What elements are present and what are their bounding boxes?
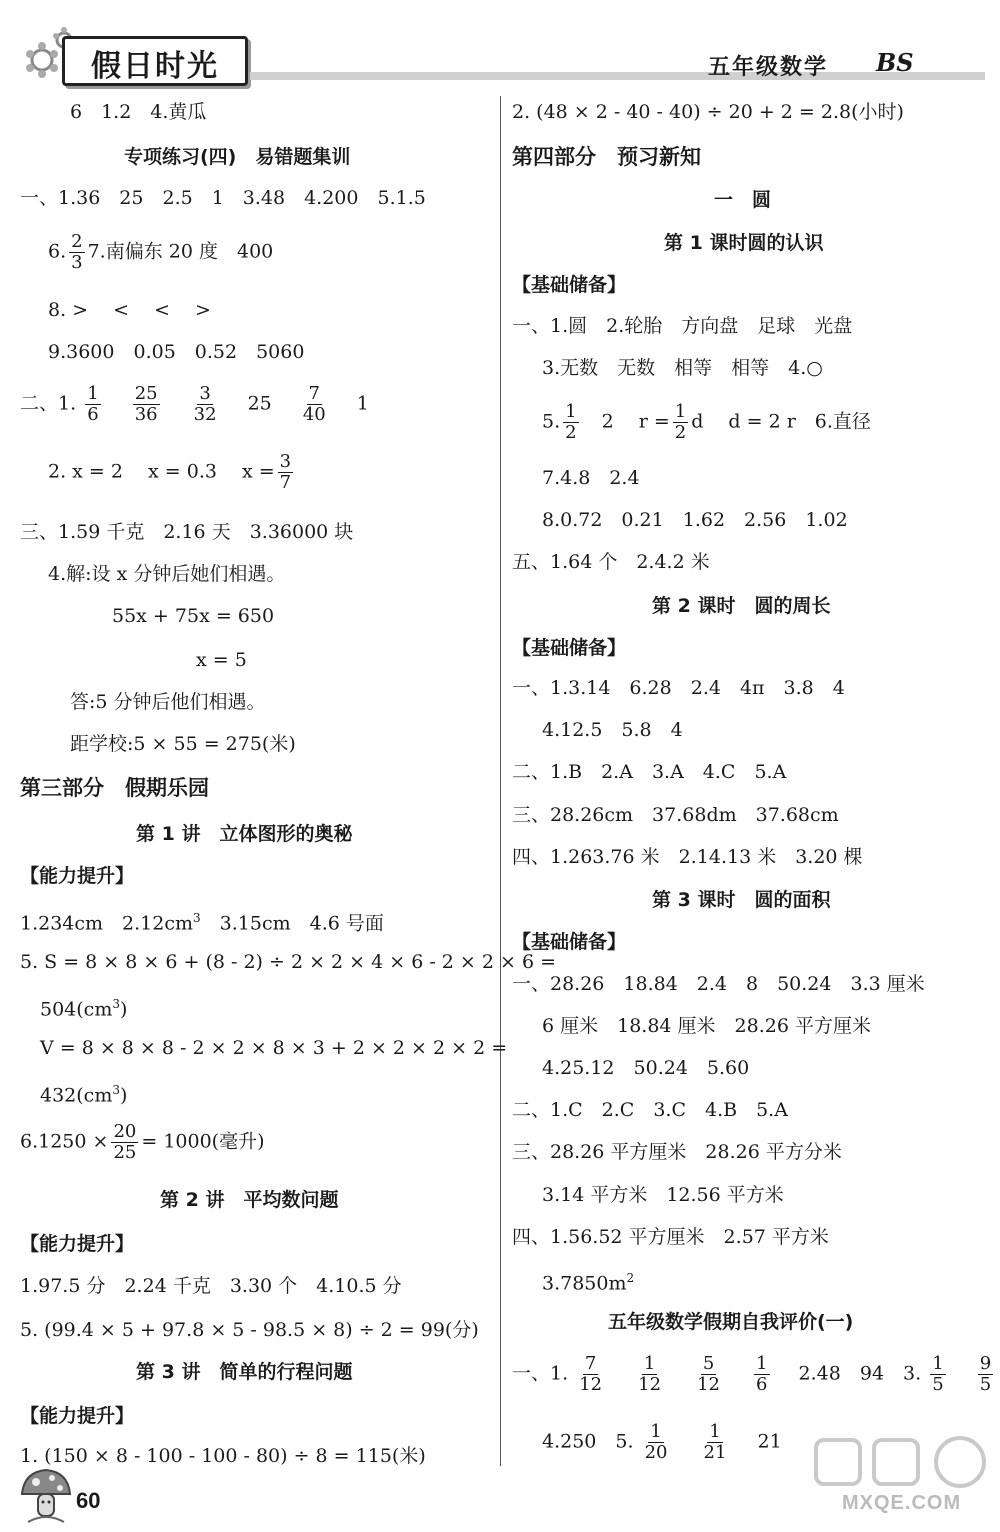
text: 3.15cm 4.6 号面 <box>200 912 384 935</box>
equation <box>20 1122 265 1163</box>
text-line: 8.0.72 0.21 1.62 2.56 1.02 <box>542 509 848 531</box>
text-line: 一、1.3.14 6.28 2.4 4π 3.8 4 <box>512 677 845 699</box>
superscript: 3 <box>193 911 201 925</box>
text-line: 8. > < < > <box>48 299 211 321</box>
text: 7.南偏东 20 度 400 <box>87 240 274 263</box>
text: 1.234cm 2.12cm <box>20 912 194 935</box>
text-line: 一、1.圆 2.轮胎 方向盘 足球 光盘 <box>512 315 853 337</box>
subsection-title: 【基础储备】 <box>512 637 627 659</box>
text-line: 4.解:设 x 分钟后她们相遇。 <box>48 563 286 585</box>
fraction <box>695 1354 722 1395</box>
text: 21 <box>757 1430 782 1453</box>
text-line <box>542 1266 634 1295</box>
text-line: 9.3600 0.05 0.52 5060 <box>48 341 305 363</box>
denominator: 32 <box>193 404 217 425</box>
fraction <box>69 232 84 273</box>
text: 二、1. <box>20 392 77 415</box>
equation: 55x + 75x = 650 <box>112 605 275 627</box>
numerator: 3 <box>279 451 292 472</box>
text-line: 四、1.263.76 米 2.14.13 米 3.20 棵 <box>512 846 863 868</box>
fraction <box>133 384 160 425</box>
mushroom-icon <box>18 1466 74 1526</box>
fraction <box>563 402 578 443</box>
denominator: 6 <box>87 404 99 425</box>
equation: V = 8 × 8 × 8 - 2 × 2 × 8 × 3 + 2 × 2 × 2 × 2 = <box>40 1037 508 1059</box>
text-line: 3.14 平方米 12.56 平方米 <box>542 1184 784 1206</box>
fraction <box>301 384 328 425</box>
superscript: 3 <box>112 1083 120 1097</box>
numerator: 1 <box>643 1353 656 1374</box>
numerator: 1 <box>932 1353 944 1374</box>
text: 504(cm <box>40 998 113 1021</box>
numerator: 7 <box>308 383 320 404</box>
text: 一、1. <box>512 1362 569 1385</box>
grade-subject: 五年级数学 <box>708 55 829 80</box>
header-logo <box>62 36 248 86</box>
text: 4.250 5. <box>542 1430 634 1453</box>
equation: 5. S = 8 × 8 × 6 + (8 - 2) ÷ 2 × 2 × 4 × 6 - 2 × 2 × 6 = <box>20 951 557 973</box>
fraction <box>636 1354 663 1395</box>
text-line: 答:5 分钟后他们相遇。 <box>70 691 266 713</box>
denominator: 12 <box>638 1374 662 1395</box>
subsection-title: 【能力提升】 <box>20 1233 135 1255</box>
section-title: 第 3 讲 简单的行程问题 <box>136 1361 353 1383</box>
equation: 1. (150 × 8 - 100 - 100 - 80) ÷ 8 = 115(米) <box>20 1445 426 1467</box>
text-line: 一、1.36 25 2.5 1 3.48 4.200 5.1.5 <box>20 187 426 209</box>
numerator: 20 <box>113 1121 137 1142</box>
denominator: 12 <box>579 1374 603 1395</box>
text-line: 三、1.59 千克 2.16 天 3.36000 块 <box>20 521 354 543</box>
text: d d = 2 r 6.直径 <box>691 410 871 433</box>
header-rule <box>250 72 985 80</box>
part-title: 第四部分 预习新知 <box>512 145 701 169</box>
text-line: 3.无数 无数 相等 相等 4.○ <box>542 357 823 379</box>
text-line: 4.25.12 50.24 5.60 <box>542 1057 750 1079</box>
text: ) <box>119 1084 128 1107</box>
subsection-title: 【基础储备】 <box>512 931 627 953</box>
text-line <box>48 452 296 493</box>
denominator: 21 <box>703 1442 727 1463</box>
equation: x = 5 <box>196 649 247 671</box>
denominator: 2 <box>674 422 687 443</box>
denominator: 5 <box>932 1374 944 1395</box>
section-title: 第 1 课时圆的认识 <box>664 232 824 254</box>
section-title: 第 2 讲 平均数问题 <box>160 1189 339 1211</box>
numerator: 25 <box>134 383 158 404</box>
numerator: 1 <box>756 1353 768 1374</box>
fraction <box>978 1354 993 1395</box>
superscript: 2 <box>626 1271 635 1285</box>
numerator: 9 <box>979 1353 992 1374</box>
text-line: 1.97.5 分 2.24 千克 3.30 个 4.10.5 分 <box>20 1275 402 1297</box>
text: 2. x = 2 x = 0.3 x = <box>48 460 275 483</box>
text: 6. <box>48 240 67 263</box>
text-line: 4.12.5 5.8 4 <box>542 719 683 741</box>
numerator: 1 <box>87 383 99 404</box>
equation: 5. (99.4 × 5 + 97.8 × 5 - 98.5 × 8) ÷ 2 = 99(分) <box>20 1319 479 1341</box>
fraction <box>643 1422 670 1463</box>
denominator: 6 <box>756 1374 768 1395</box>
text: ) <box>119 998 128 1021</box>
text-line <box>512 1354 996 1395</box>
fraction <box>278 452 293 493</box>
text-line <box>20 384 369 425</box>
fraction <box>673 402 688 443</box>
section-title: 专项练习(四) 易错题集训 <box>124 146 351 168</box>
numerator: 1 <box>674 401 687 422</box>
text-line: 二、1.B 2.A 3.A 4.C 5.A <box>512 761 787 783</box>
page-number: 60 <box>76 1488 101 1513</box>
numerator: 2 <box>71 231 83 252</box>
section-title: 第 2 课时 圆的周长 <box>652 595 831 617</box>
fraction <box>192 384 219 425</box>
text: 6.1250 × <box>20 1130 109 1153</box>
equation: 2. (48 × 2 - 40 - 40) ÷ 20 + 2 = 2.8(小时) <box>512 101 904 123</box>
numerator: 3 <box>199 383 211 404</box>
subsection-title: 【能力提升】 <box>20 1405 135 1427</box>
equation <box>40 992 127 1021</box>
text: 1 <box>356 392 369 415</box>
text: = 1000(毫升) <box>141 1130 265 1153</box>
text-line: 二、1.C 2.C 3.C 4.B 5.A <box>512 1099 788 1121</box>
section-title: 一 圆 <box>714 189 772 211</box>
text: 25 <box>247 392 272 415</box>
subsection-title: 【能力提升】 <box>20 865 135 887</box>
text-line: 三、28.26cm 37.68dm 37.68cm <box>512 804 839 826</box>
text-line <box>20 906 384 935</box>
text-line <box>542 402 871 443</box>
fraction <box>111 1122 138 1163</box>
superscript: 3 <box>112 997 120 1011</box>
text-line: 五、1.64 个 2.4.2 米 <box>512 551 710 573</box>
denominator: 12 <box>697 1374 720 1395</box>
watermark-text: MXQE.COM <box>842 1492 962 1514</box>
logo-text: 假日时光 <box>91 49 219 84</box>
text: 2.48 94 3. <box>798 1362 922 1385</box>
denominator: 7 <box>279 472 292 493</box>
numerator: 1 <box>650 1421 662 1442</box>
text-line <box>542 1422 782 1463</box>
text-line: 四、1.56.52 平方厘米 2.57 平方米 <box>512 1226 829 1248</box>
numerator: 1 <box>565 401 577 422</box>
denominator: 2 <box>565 422 577 443</box>
text-line: 6 1.2 4.黄瓜 <box>70 101 207 123</box>
text-line: 7.4.8 2.4 <box>542 467 640 489</box>
section-title: 第 3 课时 圆的面积 <box>652 889 831 911</box>
denominator: 25 <box>113 1142 137 1163</box>
fraction <box>930 1354 945 1395</box>
numerator: 7 <box>584 1353 597 1374</box>
text: 2 r = <box>601 410 670 433</box>
fraction <box>85 384 100 425</box>
section-title: 五年级数学假期自我评价(一) <box>608 1311 854 1333</box>
fraction <box>702 1422 729 1463</box>
denominator: 20 <box>644 1442 668 1463</box>
equation <box>40 1078 127 1107</box>
section-title: 第 1 讲 立体图形的奥秘 <box>136 823 353 845</box>
text-line: 距学校:5 × 55 = 275(米) <box>70 733 296 755</box>
text-line <box>48 232 273 273</box>
part-title: 第三部分 假期乐园 <box>20 776 209 800</box>
denominator: 5 <box>979 1374 992 1395</box>
text-line: 一、28.26 18.84 2.4 8 50.24 3.3 厘米 <box>512 973 925 995</box>
denominator: 36 <box>134 404 158 425</box>
text: 3.7850m <box>542 1272 627 1295</box>
subsection-title: 【基础储备】 <box>512 274 627 296</box>
watermark <box>812 1432 992 1522</box>
text: 5. <box>542 410 561 433</box>
watermark-badge-icon <box>812 1432 992 1494</box>
fraction <box>577 1354 604 1395</box>
numerator: 5 <box>702 1353 715 1374</box>
edition-logo: BS <box>876 48 914 77</box>
column-divider <box>500 96 501 1466</box>
numerator: 1 <box>709 1421 721 1442</box>
denominator: 3 <box>71 252 83 273</box>
text-line: 6 厘米 18.84 厘米 28.26 平方厘米 <box>542 1015 871 1037</box>
fraction <box>754 1354 769 1395</box>
text: 432(cm <box>40 1084 113 1107</box>
denominator: 40 <box>302 404 326 425</box>
text-line: 三、28.26 平方厘米 28.26 平方分米 <box>512 1141 842 1163</box>
